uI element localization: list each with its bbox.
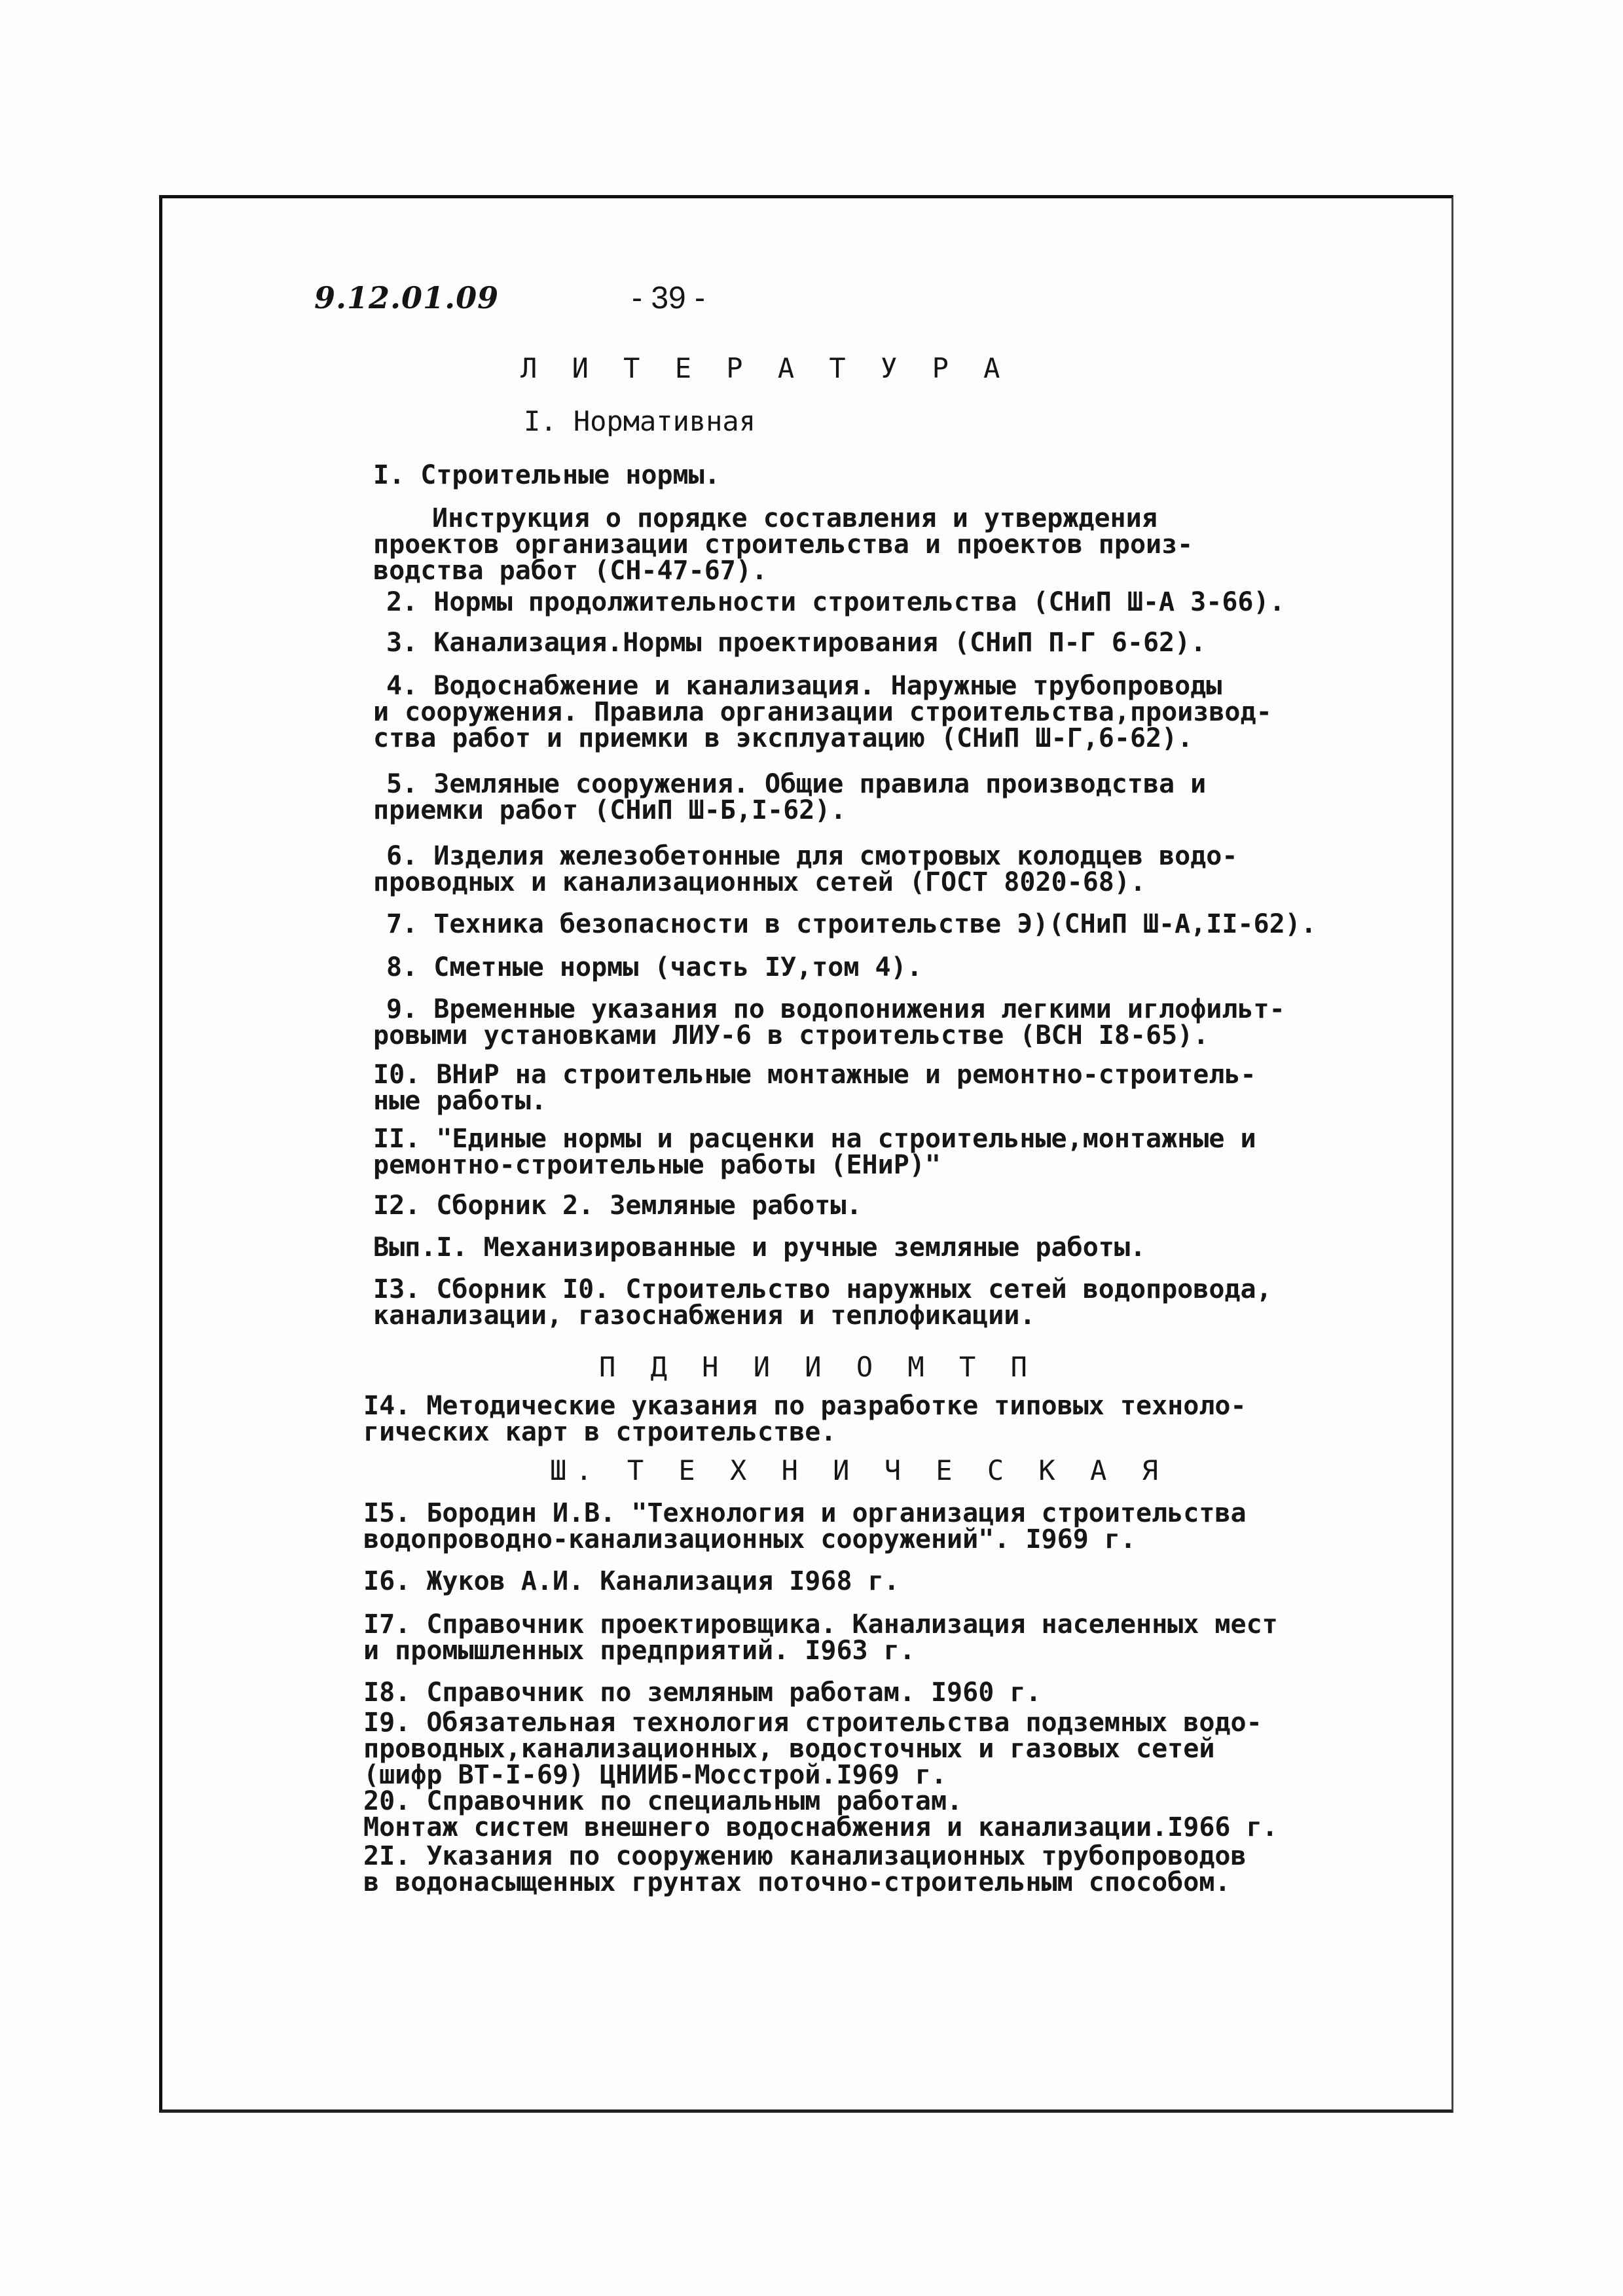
list-item: 8. Сметные нормы (часть IУ,том 4). [386,952,922,982]
list-item: 6. Изделия железобетонные для смотровых колодцев водо- [386,841,1238,871]
list-item: 5. Земляные сооружения. Общие правила производства и [386,769,1207,799]
list-item: Инструкция о порядке составления и утверждения [432,503,1158,533]
list-item: водопроводно-канализационных сооружений". I969 г. [363,1524,1137,1554]
page-number: - 39 - [632,281,706,315]
list-item: II. "Единые нормы и расценки на строительные,монтажные и [373,1124,1256,1154]
section-technical: Ш. Т Е Х Н И Ч Е С К А Я [550,1454,1167,1486]
section-pdniiomtp: П Д Н И И О М Т П [599,1351,1036,1383]
list-item: проектов организации строительства и проектов произ- [373,529,1194,560]
list-item: в водонасыщенных грунтах поточно-строительным способом. [363,1867,1231,1897]
list-item: I5. Бородин И.В. "Технология и организация строительства [363,1498,1247,1528]
list-item: I3. Сборник I0. Строительство наружных сетей водопровода, [373,1274,1272,1304]
list-item: 4. Водоснабжение и канализация. Наружные трубопроводы [386,671,1222,701]
list-item: 20. Справочник по специальным работам. [363,1786,963,1816]
list-item: I7. Справочник проектировщика. Канализация наcеленных мест [363,1609,1278,1640]
list-item: 2I. Указания по сооружению канализационных трубопроводов [363,1841,1247,1871]
document-code: 9.12.01.09 [314,280,500,315]
list-item: канализации, газоснабжения и теплофикации. [373,1300,1036,1331]
section-normative: I. Нормативная [524,405,756,437]
list-item: (шифр ВТ-I-69) ЦНИИБ-Мосстрой.I969 г. [363,1760,947,1790]
list-item: ремонтно-строительные работы (ЕНиР)" [373,1150,941,1180]
list-item: 7. Техника безопасности в строительстве Э)(СНиП Ш-А,II-62). [386,909,1317,939]
list-item: проводных,канализационных, водосточных и газовых сетей [363,1734,1215,1764]
literature-title: Л И Т Е Р А Т У Р А [520,352,1010,384]
list-item: и промышленных предприятий. I963 г. [363,1636,915,1666]
list-item: Вып.I. Механизированные и ручные земляные работы. [373,1232,1146,1263]
list-item: I8. Справочник по земляным работам. I960 г. [363,1677,1042,1708]
list-item: I4. Методические указания по разработке типовых техноло- [363,1391,1247,1421]
list-item: 3. Канализация.Нормы проектирования (СНиП П-Г 6-62). [386,628,1207,658]
list-item: ные работы. [373,1086,547,1116]
list-item: гических карт в строительстве. [363,1417,837,1447]
list-item: I0. ВНиР на строительные монтажные и ремонтно-строитель- [373,1060,1256,1090]
list-item: приемки работ (СНиП Ш-Б,I-62). [373,795,847,825]
list-item: ства работ и приемки в эксплуатацию (СНиП Ш-Г,6-62). [373,723,1194,753]
list-item: ровыми установками ЛИУ-6 в строительстве (ВСН I8-65). [373,1020,1209,1050]
list-item: I. Строительные нормы. [373,460,720,490]
list-item: 9. Временные указания по водопонижения легкими иглофильт- [386,994,1285,1024]
list-item: и сооружения. Правила организации строительства,производ- [373,697,1272,727]
list-item: I2. Сборник 2. Земляные работы. [373,1191,862,1221]
list-item: I9. Обязательная технология строительства подземных водо- [363,1708,1262,1738]
list-item: водства работ (СН-47-67). [373,556,768,586]
list-item: Монтаж систем внешнего водоснабжения и канализации.I966 г. [363,1812,1278,1842]
list-item: 2. Нормы продолжительности строительства (СНиП Ш-А 3-66). [386,587,1285,617]
list-item: I6. Жуков А.И. Канализация I968 г. [363,1566,900,1596]
list-item: проводных и канализационных сетей (ГОСТ 8020-68). [373,867,1146,897]
